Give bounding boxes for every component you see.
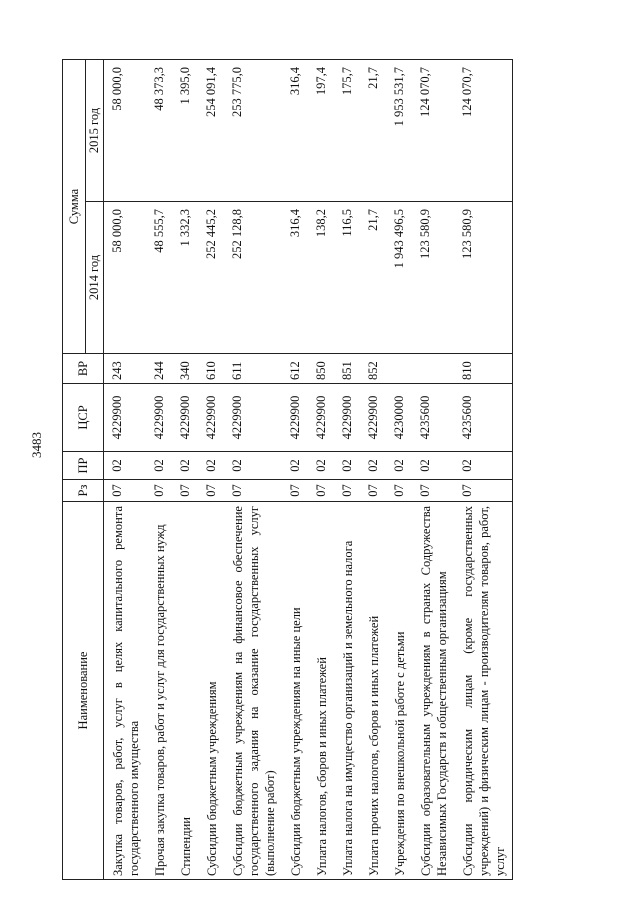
table-row <box>308 60 334 880</box>
table-row <box>334 60 360 880</box>
row-name: Субсидии образовательным учреждениям в странах Содружества Независимых Государств и общественным организациям <box>412 502 454 880</box>
row-sum-2014: 116,5 <box>334 202 360 354</box>
table-row <box>454 60 513 880</box>
row-csr: 4230000 <box>386 384 412 452</box>
table-row <box>198 60 224 880</box>
rotated-page <box>62 60 582 880</box>
row-pr: 02 <box>308 452 334 480</box>
row-rz: 07 <box>282 480 308 502</box>
row-name: Уплата налогов, сборов и иных платежей <box>308 502 334 880</box>
row-sum-2014: 252 445,2 <box>198 202 224 354</box>
row-vr: 340 <box>172 354 198 384</box>
row-sum-2015: 1 395,0 <box>172 60 198 202</box>
row-rz: 07 <box>360 480 386 502</box>
row-rz: 07 <box>224 480 282 502</box>
table-header <box>63 60 104 880</box>
row-sum-2015: 253 775,0 <box>224 60 282 202</box>
row-name: Уплата налога на имущество организаций и земельного налога <box>334 502 360 880</box>
header-sum: Сумма <box>63 60 86 354</box>
row-pr: 02 <box>104 452 147 480</box>
row-sum-2015: 124 070,7 <box>412 60 454 202</box>
row-sum-2014: 123 580,9 <box>454 202 513 354</box>
row-name: Закупка товаров, работ, услуг в целях капитального ремонта государственного имущества <box>104 502 147 880</box>
row-sum-2014: 316,4 <box>282 202 308 354</box>
row-csr: 4229900 <box>172 384 198 452</box>
row-sum-2014: 48 555,7 <box>146 202 172 354</box>
row-csr: 4235600 <box>412 384 454 452</box>
row-vr <box>386 354 412 384</box>
row-name: Субсидии бюджетным учреждениям на иные цели <box>282 502 308 880</box>
row-sum-2015: 124 070,7 <box>454 60 513 202</box>
row-sum-2014: 1 332,3 <box>172 202 198 354</box>
row-name: Уплата прочих налогов, сборов и иных платежей <box>360 502 386 880</box>
row-rz: 07 <box>104 480 147 502</box>
row-name: Прочая закупка товаров, работ и услуг для государственных нужд <box>146 502 172 880</box>
table-row <box>386 60 412 880</box>
row-sum-2015: 48 373,3 <box>146 60 172 202</box>
row-pr: 02 <box>412 452 454 480</box>
row-vr: 850 <box>308 354 334 384</box>
row-sum-2014: 138,2 <box>308 202 334 354</box>
row-pr: 02 <box>282 452 308 480</box>
row-vr: 243 <box>104 354 147 384</box>
row-pr: 02 <box>334 452 360 480</box>
table-row <box>282 60 308 880</box>
header-name: Наименование <box>63 502 104 880</box>
row-csr: 4229900 <box>224 384 282 452</box>
row-pr: 02 <box>224 452 282 480</box>
row-vr <box>412 354 454 384</box>
table-row <box>104 60 147 880</box>
row-vr: 244 <box>146 354 172 384</box>
row-rz: 07 <box>308 480 334 502</box>
table-row <box>172 60 198 880</box>
header-2014: 2014 год <box>86 202 104 354</box>
row-name: Учреждения по внешкольной работе с детьми <box>386 502 412 880</box>
table-row <box>224 60 282 880</box>
row-sum-2014: 252 128,8 <box>224 202 282 354</box>
row-rz: 07 <box>334 480 360 502</box>
row-vr: 852 <box>360 354 386 384</box>
row-vr: 810 <box>454 354 513 384</box>
row-vr: 612 <box>282 354 308 384</box>
row-vr: 611 <box>224 354 282 384</box>
row-sum-2014: 58 000,0 <box>104 202 147 354</box>
table-body <box>104 60 513 880</box>
table-row <box>146 60 172 880</box>
table-row <box>360 60 386 880</box>
row-rz: 07 <box>172 480 198 502</box>
row-pr: 02 <box>146 452 172 480</box>
header-2015: 2015 год <box>86 60 104 202</box>
row-sum-2015: 316,4 <box>282 60 308 202</box>
row-name: Субсидии бюджетным учреждениям на финансовое обеспечение государственного задания на оказание государственных услуг (выполнение работ) <box>224 502 282 880</box>
header-pr: ПР <box>63 452 104 480</box>
row-sum-2015: 175,7 <box>334 60 360 202</box>
header-csr: ЦСР <box>63 384 104 452</box>
row-rz: 07 <box>454 480 513 502</box>
row-sum-2015: 21,7 <box>360 60 386 202</box>
row-vr: 851 <box>334 354 360 384</box>
row-pr: 02 <box>386 452 412 480</box>
header-rz: Рз <box>63 480 104 502</box>
row-pr: 02 <box>172 452 198 480</box>
row-sum-2014: 21,7 <box>360 202 386 354</box>
row-csr: 4229900 <box>104 384 147 452</box>
row-name: Субсидии юридическим лицам (кроме государственных учреждений) и физическим лицам - производителям товаров, работ, услуг <box>454 502 513 880</box>
row-vr: 610 <box>198 354 224 384</box>
row-rz: 07 <box>412 480 454 502</box>
page-number: 3483 <box>29 432 44 458</box>
budget-table <box>62 59 513 880</box>
row-pr: 02 <box>360 452 386 480</box>
row-sum-2015: 254 091,4 <box>198 60 224 202</box>
row-csr: 4229900 <box>282 384 308 452</box>
row-rz: 07 <box>386 480 412 502</box>
row-csr: 4229900 <box>308 384 334 452</box>
row-sum-2015: 197,4 <box>308 60 334 202</box>
row-pr: 02 <box>454 452 513 480</box>
row-sum-2015: 58 000,0 <box>104 60 147 202</box>
row-name: Субсидии бюджетным учреждениям <box>198 502 224 880</box>
row-rz: 07 <box>198 480 224 502</box>
row-csr: 4229900 <box>198 384 224 452</box>
header-vr: ВР <box>63 354 104 384</box>
table-row <box>412 60 454 880</box>
row-csr: 4229900 <box>360 384 386 452</box>
row-csr: 4235600 <box>454 384 513 452</box>
row-csr: 4229900 <box>334 384 360 452</box>
row-sum-2015: 1 953 531,7 <box>386 60 412 202</box>
row-sum-2014: 123 580,9 <box>412 202 454 354</box>
row-csr: 4229900 <box>146 384 172 452</box>
row-name: Стипендии <box>172 502 198 880</box>
row-sum-2014: 1 943 496,5 <box>386 202 412 354</box>
row-rz: 07 <box>146 480 172 502</box>
row-pr: 02 <box>198 452 224 480</box>
